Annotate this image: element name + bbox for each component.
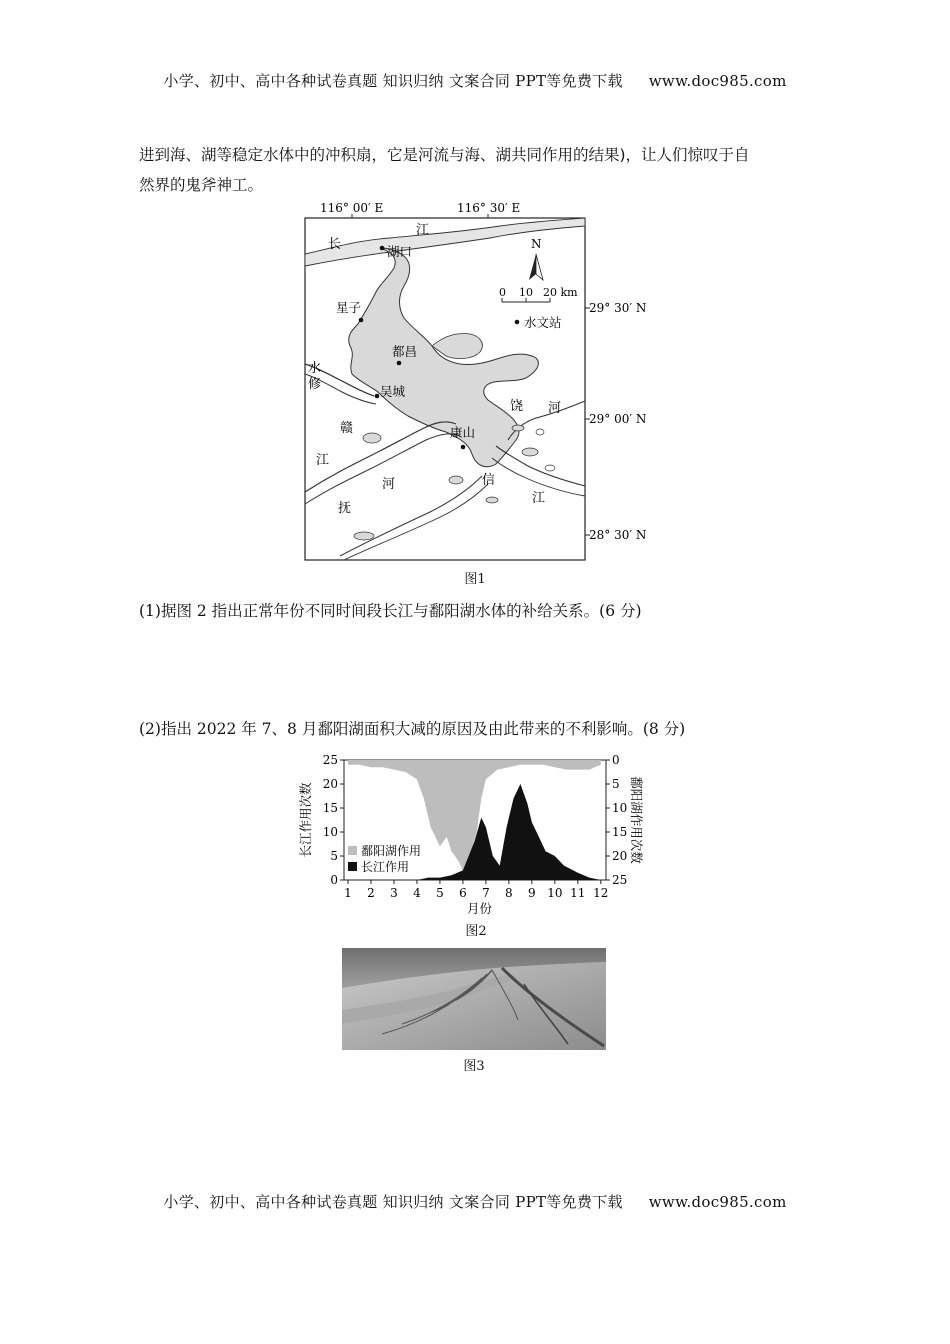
fig1-caption: 图1 bbox=[464, 572, 486, 587]
x-tick-label: 3 bbox=[390, 886, 398, 900]
place-xin: 信 bbox=[482, 473, 496, 488]
station-kangshan-icon bbox=[461, 445, 466, 450]
x-tick-label: 12 bbox=[593, 886, 609, 900]
legend-swatch bbox=[348, 846, 357, 855]
y-right-tick-label: 20 bbox=[612, 849, 628, 863]
place-fu: 抚 bbox=[338, 501, 352, 516]
lat-label-bottom: 28° 30′ N bbox=[589, 528, 647, 542]
footer-text: 小学、初中、高中各种试卷真题 知识归纳 文案合同 PPT等免费下载 bbox=[163, 1193, 623, 1211]
lat-label-top: 29° 30′ N bbox=[589, 301, 647, 315]
y-left-tick-label: 25 bbox=[322, 753, 338, 767]
fig2-caption: 图2 bbox=[465, 924, 487, 939]
fig3-caption: 图3 bbox=[463, 1059, 485, 1074]
x-tick-label: 2 bbox=[367, 886, 375, 900]
y-left-tick-label: 10 bbox=[322, 825, 338, 839]
x-tick-label: 8 bbox=[505, 886, 513, 900]
page-header bbox=[0, 70, 950, 91]
lat-label-mid: 29° 00′ N bbox=[589, 412, 647, 426]
legend-label: 长江作用 bbox=[361, 860, 410, 874]
legend-swatch bbox=[348, 862, 357, 871]
y-left-tick-label: 0 bbox=[330, 873, 338, 887]
hydro-station-legend-icon bbox=[515, 320, 520, 325]
small-lake bbox=[354, 532, 374, 540]
small-lake bbox=[363, 433, 381, 443]
small-lake bbox=[486, 497, 498, 503]
small-lake bbox=[512, 425, 524, 431]
poyang-lake-map bbox=[300, 196, 660, 568]
header-url[interactable]: www.doc985.com bbox=[648, 72, 787, 90]
place-jiang-gan: 江 bbox=[316, 453, 330, 468]
footer-url[interactable]: www.doc985.com bbox=[648, 1193, 787, 1211]
y-right-tick-label: 15 bbox=[612, 825, 628, 839]
place-shui: 水 bbox=[308, 361, 322, 376]
place-kangshan: 康山 bbox=[450, 425, 476, 440]
place-gan: 赣 bbox=[340, 421, 354, 436]
place-xiu: 修 bbox=[308, 377, 322, 392]
place-he-rao: 河 bbox=[548, 401, 562, 416]
question-2: (2)指出 2022 年 7、8 月鄱阳湖面积大减的原因及由此带来的不利影响。(8 分) bbox=[139, 720, 686, 738]
intro-paragraph bbox=[139, 140, 829, 200]
intro-line-1: 进到海、湖等稳定水体中的冲积扇，它是河流与海、湖共同作用的结果)，让人们惊叹于自 bbox=[139, 146, 750, 164]
place-rao: 饶 bbox=[510, 399, 524, 414]
question-1: (1)据图 2 指出正常年份不同时间段长江与鄱阳湖水体的补给关系。(6 分) bbox=[139, 602, 642, 620]
y-right-tick-label: 25 bbox=[612, 873, 628, 887]
lon-label-west: 116° 00′ E bbox=[320, 201, 384, 215]
small-lake bbox=[522, 448, 538, 456]
place-xingzi: 星子 bbox=[336, 300, 362, 315]
place-he-fu: 河 bbox=[382, 477, 396, 492]
station-hukou-icon bbox=[380, 246, 385, 251]
lon-label-east: 116° 30′ E bbox=[457, 201, 521, 215]
legend-station-label: 水文站 bbox=[524, 315, 562, 330]
x-tick-label: 9 bbox=[528, 886, 536, 900]
intro-line-2: 然界的鬼斧神工。 bbox=[139, 176, 264, 194]
y-axis-label-right: 鄱阳湖作用次数 bbox=[629, 776, 644, 864]
place-wucheng: 吴城 bbox=[380, 384, 406, 399]
place-chang: 长 bbox=[328, 237, 342, 252]
interaction-chart bbox=[296, 748, 656, 920]
scale-20: 20 km bbox=[543, 286, 578, 299]
station-duchang-icon bbox=[397, 361, 402, 366]
place-jiang-xin: 江 bbox=[532, 491, 546, 506]
north-label: N bbox=[531, 237, 542, 251]
y-left-tick-label: 5 bbox=[330, 849, 338, 863]
x-tick-label: 11 bbox=[570, 886, 586, 900]
x-tick-label: 5 bbox=[436, 886, 444, 900]
y-left-tick-label: 15 bbox=[322, 801, 338, 815]
y-right-tick-label: 0 bbox=[612, 753, 620, 767]
y-right-tick-label: 10 bbox=[612, 801, 628, 815]
small-lake bbox=[449, 476, 463, 484]
place-jiang-yangtze: 江 bbox=[416, 223, 430, 238]
place-hukou: 湖口 bbox=[387, 244, 413, 259]
delta-photo bbox=[342, 948, 606, 1050]
x-tick-label: 7 bbox=[482, 886, 490, 900]
header-text: 小学、初中、高中各种试卷真题 知识归纳 文案合同 PPT等免费下载 bbox=[163, 72, 623, 90]
place-duchang: 都昌 bbox=[392, 344, 418, 359]
x-tick-label: 4 bbox=[413, 886, 421, 900]
y-axis-label-left: 长江作用次数 bbox=[298, 782, 313, 858]
y-right-tick-label: 5 bbox=[612, 777, 620, 791]
station-wucheng-icon bbox=[375, 394, 380, 399]
legend-label: 鄱阳湖作用 bbox=[361, 844, 422, 858]
scale-0: 0 bbox=[499, 286, 506, 299]
y-left-tick-label: 20 bbox=[322, 777, 338, 791]
x-tick-label: 6 bbox=[459, 886, 467, 900]
station-xingzi-icon bbox=[359, 318, 364, 323]
x-tick-label: 10 bbox=[547, 886, 563, 900]
page-footer bbox=[0, 1191, 950, 1212]
scale-10: 10 bbox=[519, 286, 533, 299]
x-tick-label: 1 bbox=[344, 886, 352, 900]
x-axis-label: 月份 bbox=[467, 901, 493, 916]
